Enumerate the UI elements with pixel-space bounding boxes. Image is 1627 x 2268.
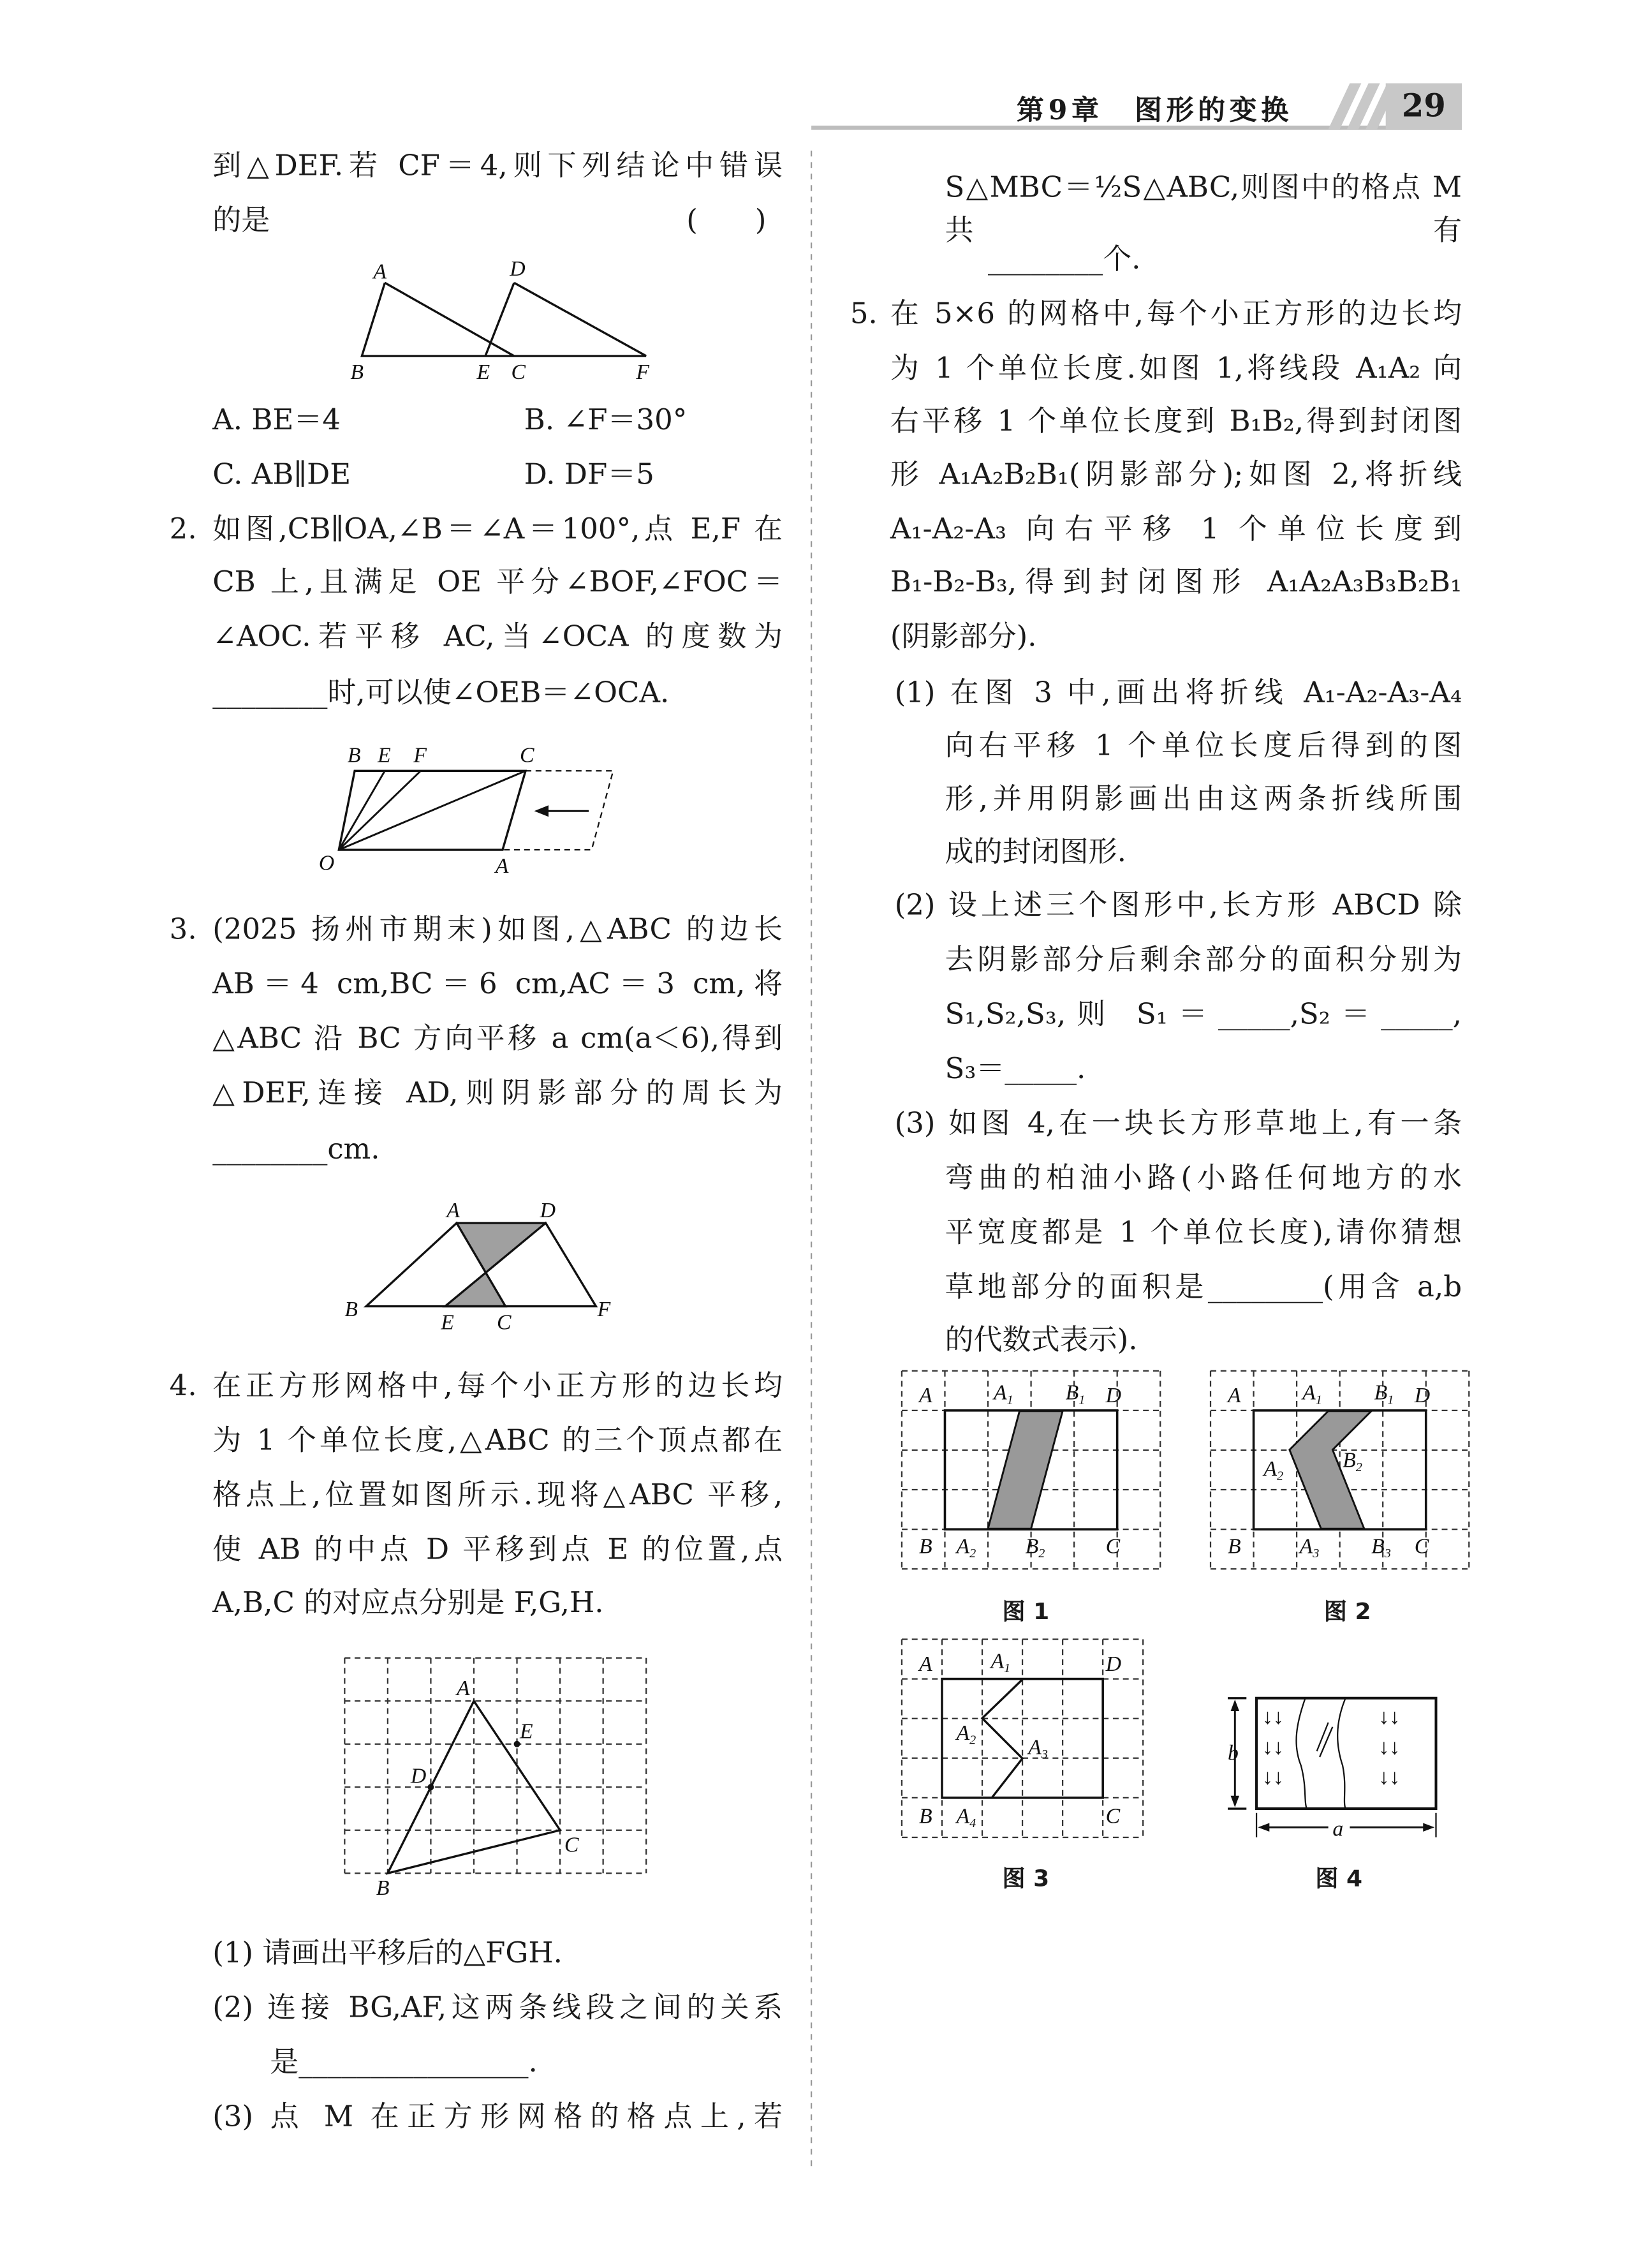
svg-text:A2: $A_2$	[956, 1721, 976, 1747]
q5-sub: 弯曲的柏油小路(小路任何地方的水	[945, 1160, 1462, 1194]
svg-text:C: C	[511, 360, 526, 384]
figure-caption: 图 3	[1002, 1864, 1050, 1892]
svg-text:C: C	[1414, 1534, 1429, 1559]
q4-line: 为 1 个单位长度,△ABC 的三个顶点都在	[212, 1422, 783, 1457]
figure-4-lawn	[1228, 1698, 1436, 1841]
q5-sub: (3) 如图 4,在一块长方形草地上,有一条	[894, 1105, 1462, 1140]
q4-sub-3: (3) 点 M 在正方形网格的格点上,若	[212, 2098, 783, 2133]
q4-sub-1: (1) 请画出平移后的△FGH.	[212, 1935, 563, 1969]
fig3-polyline	[982, 1680, 1022, 1798]
svg-text:D: D	[1105, 1652, 1122, 1676]
svg-text:A: A	[456, 1677, 470, 1701]
q5-line: (阴影部分).	[890, 618, 1037, 653]
svg-text:↓↓: ↓↓	[1262, 1705, 1284, 1730]
q5-sub: 形,并用阴影画出由这两条折线所围	[945, 781, 1462, 815]
option-d: D. DF＝5	[524, 456, 654, 491]
q5-sub: (1) 在图 3 中,画出将折线 A₁-A₂-A₃-A₄	[894, 674, 1462, 709]
q5-line: 形 A₁A₂B₂B₁(阴影部分);如图 2,将折线	[890, 456, 1462, 491]
q5-sub: S₃＝_____.	[945, 1051, 1086, 1085]
q5-line: B₁-B₂-B₃,得到封闭图形 A₁A₂A₃B₃B₂B₁	[890, 564, 1462, 599]
q4-sub-2: (2) 连接 BG,AF,这两条线段之间的关系	[212, 1989, 783, 2024]
q5-sub: S₁,S₂,S₃,则 S₁＝_____,S₂＝_____,	[945, 996, 1462, 1031]
q5-line: A₁-A₂-A₃ 向右平移 1 个单位长度到	[890, 511, 1462, 545]
svg-text:A2: $A_2$	[956, 1534, 976, 1561]
svg-text:F: F	[636, 360, 650, 384]
svg-text:D: D	[540, 1199, 556, 1222]
q5-sub: (2) 设上述三个图形中,长方形 ABCD 除	[894, 887, 1462, 922]
q4-sub-2-blank: 是________________.	[270, 2044, 538, 2079]
svg-text:B: B	[918, 1534, 932, 1559]
svg-text:C: C	[497, 1310, 512, 1335]
svg-text:D: D	[1105, 1384, 1122, 1408]
svg-text:C: C	[520, 743, 534, 767]
figure-caption: 图 1	[1002, 1597, 1050, 1625]
svg-text:B1: $B_1$	[1065, 1381, 1086, 1407]
q3-line: △DEF,连接 AD,则阴影部分的周长为	[212, 1075, 783, 1110]
chapter-title: 第9章 图形的变换	[1017, 94, 1293, 126]
q5-sub: 草地部分的面积是________(用含 a,b	[945, 1269, 1462, 1303]
svg-text:D: D	[1414, 1384, 1431, 1408]
svg-text:B: B	[1228, 1534, 1241, 1559]
q5-sub: 的代数式表示).	[945, 1322, 1138, 1357]
q4-continued-blank: ________个.	[988, 241, 1141, 276]
fig1-shaded-region	[988, 1411, 1063, 1529]
svg-text:A3: $A_3$	[1299, 1534, 1320, 1561]
svg-text:D: D	[410, 1764, 427, 1788]
svg-text:A: A	[1228, 1384, 1241, 1408]
svg-text:B2: $B_2$	[1343, 1448, 1362, 1475]
svg-text:A1: $A_1$	[994, 1381, 1013, 1407]
q2-line: ∠AOC.若平移 AC,当∠OCA 的度数为	[212, 618, 783, 653]
svg-text:A4: $A_4$	[956, 1804, 976, 1831]
svg-text:A1: $A_1$	[1302, 1381, 1322, 1407]
svg-text:E: E	[441, 1310, 454, 1335]
svg-text:E: E	[520, 1719, 533, 1744]
figure-caption: 图 4	[1315, 1864, 1363, 1892]
question-number: 3.	[169, 911, 197, 946]
q5-sub: 向右平移 1 个单位长度后得到的图	[945, 727, 1462, 762]
q2-line: 如图,CB∥OA,∠B＝∠A＝100°,点 E,F 在	[212, 511, 783, 545]
q5-line: 为 1 个单位长度.如图 1,将线段 A₁A₂ 向	[890, 350, 1462, 385]
q5-sub: 平宽度都是 1 个单位长度),请你猜想	[945, 1214, 1462, 1249]
svg-text:↓↓: ↓↓	[1378, 1705, 1401, 1730]
svg-text:E: E	[378, 743, 391, 767]
svg-text:A2: $A_2$	[1263, 1457, 1284, 1483]
q2-line: CB 上,且满足 OE 平分∠BOF,∠FOC＝	[212, 564, 783, 599]
q1-line: 到△DEF.若 CF＝4,则下列结论中错误	[212, 147, 783, 182]
svg-text:F: F	[597, 1298, 611, 1322]
header-stripes	[0, 0, 1627, 144]
option-c: C. AB∥DE	[212, 456, 351, 491]
svg-text:B3: $B_3$	[1371, 1534, 1391, 1561]
q5-sub: 去阴影部分后剩余部分的面积分别为	[945, 942, 1462, 976]
question-number: 4.	[169, 1368, 197, 1403]
svg-text:A: A	[918, 1652, 932, 1676]
q4-line: A,B,C 的对应点分别是 F,G,H.	[212, 1585, 604, 1619]
q4-continued: S△MBC＝½S△ABC,则图中的格点 M 共有	[945, 169, 1462, 247]
figure-caption: 图 2	[1323, 1597, 1371, 1625]
svg-text:C: C	[1105, 1804, 1121, 1828]
page-number: 29	[1386, 84, 1462, 130]
svg-text:B: B	[344, 1298, 358, 1322]
svg-text:E: E	[476, 360, 490, 384]
svg-text:A: A	[918, 1384, 932, 1408]
q3-line: △ABC 沿 BC 方向平移 a cm(a＜6),得到	[212, 1020, 783, 1055]
svg-text:A: A	[373, 260, 387, 284]
option-b: B. ∠F＝30°	[524, 402, 688, 436]
svg-text:↓↓: ↓↓	[1378, 1765, 1401, 1790]
q4-line: 在正方形网格中,每个小正方形的边长均	[212, 1368, 783, 1403]
svg-text:B: B	[918, 1804, 932, 1828]
svg-text:↓↓: ↓↓	[1378, 1735, 1401, 1760]
svg-text:B1: $B_1$	[1374, 1381, 1394, 1407]
svg-text:B: B	[347, 743, 361, 767]
svg-text:C: C	[1105, 1534, 1121, 1559]
q3-line: (2025 扬州市期末)如图,△ABC 的边长	[212, 911, 783, 946]
answer-paren: ( )	[686, 202, 767, 237]
svg-text:B: B	[350, 360, 364, 384]
svg-text:B: B	[376, 1876, 390, 1900]
question-number: 2.	[169, 511, 197, 545]
q4-line: 使 AB 的中点 D 平移到点 E 的位置,点	[212, 1531, 783, 1566]
svg-text:A1: $A_1$	[990, 1649, 1011, 1676]
q4-line: 格点上,位置如图所示.现将△ABC 平移,	[212, 1477, 783, 1512]
q3-line: ________cm.	[212, 1131, 380, 1166]
svg-text:↓↓: ↓↓	[1262, 1735, 1284, 1760]
svg-text:C: C	[564, 1833, 579, 1857]
svg-text:b: b	[1228, 1741, 1239, 1765]
svg-text:A: A	[446, 1199, 460, 1222]
svg-text:B2: $B_2$	[1025, 1534, 1045, 1561]
svg-text:A: A	[495, 854, 509, 878]
q2-line: ________时,可以使∠OEB＝∠OCA.	[212, 674, 670, 709]
q3-line: AB＝4 cm,BC＝6 cm,AC＝3 cm,将	[212, 966, 783, 1001]
q5-sub: 成的封闭图形.	[945, 834, 1126, 869]
q5-line: 在 5×6 的网格中,每个小正方形的边长均	[890, 295, 1462, 330]
svg-text:F: F	[413, 743, 427, 767]
svg-text:↓↓: ↓↓	[1262, 1765, 1284, 1790]
svg-text:D: D	[510, 257, 526, 281]
svg-text:a: a	[1332, 1817, 1344, 1841]
q1-line: 的是	[212, 202, 270, 237]
question-number: 5.	[850, 295, 878, 330]
q5-line: 右平移 1 个单位长度到 B₁B₂,得到封闭图	[890, 403, 1462, 438]
svg-text:O: O	[318, 851, 335, 875]
option-a: A. BE＝4	[212, 402, 341, 436]
svg-text:A3: $A_3$	[1028, 1735, 1048, 1762]
